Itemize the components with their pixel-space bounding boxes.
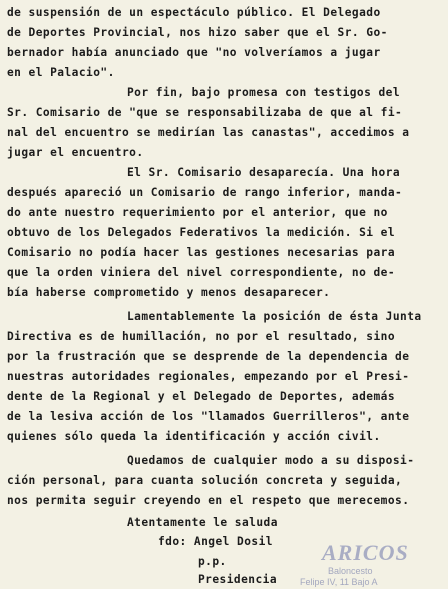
text-line-15: bía haberse comprometido y menos desaparecer. (7, 286, 331, 299)
text-line-8: jugar el encuentro. (7, 146, 144, 159)
text-line-17: Directiva es de humillación, no por el resultado, sino (7, 330, 396, 343)
text-line-21: de la lesiva acción de los "llamados Guerrilleros", ante (7, 410, 410, 423)
per-procurationem: p.p. (198, 555, 227, 568)
text-line-14: que la orden viniera del nivel correspondiente, no de- (7, 266, 396, 279)
text-line-25: nos permita seguir creyendo en el respeto que merecemos. (7, 494, 410, 507)
stamp-logo: ARICOS (322, 540, 409, 565)
signature-line: fdo: Angel Dosil (158, 535, 273, 548)
stamp-address: Felipe IV, 11 Bajo A (300, 577, 378, 587)
text-line-6: Sr. Comisario de "que se responsabilizaba de que al fi- (7, 106, 403, 119)
text-line-1: de suspensión de un espectáculo público. El Delegado (7, 6, 381, 19)
paragraph-start-2: El Sr. Comisario desaparecía. Una hora (127, 166, 401, 179)
presidency-title: Presidencia (198, 573, 278, 586)
closing-salutation: Atentamente le saluda (127, 516, 278, 529)
text-line-11: do ante nuestro requerimiento por el anterior, que no (7, 206, 388, 219)
text-line-7: nal del encuentro se medirían las canastas", accedimos a (7, 126, 410, 139)
text-line-24: ción personal, para cuanta solución concreta y seguida, (7, 474, 403, 487)
text-line-22: quienes sólo queda la identificación y acción civil. (7, 430, 381, 443)
text-line-3: bernador había anunciado que "no volveríamos a jugar (7, 46, 381, 59)
paragraph-start-1: Por fin, bajo promesa con testigos del (127, 86, 401, 99)
text-line-4: en el Palacio". (7, 66, 115, 79)
text-line-19: nuestras autoridades regionales, empezando por el Presi- (7, 370, 410, 383)
text-line-13: Comisario no podía hacer las gestiones necesarias para (7, 246, 396, 259)
text-line-20: dente de la Regional y el Delegado de Deportes, además (7, 390, 396, 403)
text-line-18: por la frustración que se desprende de la dependencia de (7, 350, 410, 363)
text-line-10: después apareció un Comisario de rango inferior, manda- (7, 186, 403, 199)
club-stamp (298, 532, 409, 588)
stamp-city: Baloncesto (328, 566, 373, 576)
text-line-2: de Deportes Provincial, nos hizo saber que el Sr. Go- (7, 26, 388, 39)
paragraph-start-3: Lamentablemente la posición de ésta Junta (127, 310, 422, 323)
paragraph-start-4: Quedamos de cualquier modo a su disposi- (127, 454, 415, 467)
text-line-12: obtuvo de los Delegados Federativos la medición. Si el (7, 226, 396, 239)
